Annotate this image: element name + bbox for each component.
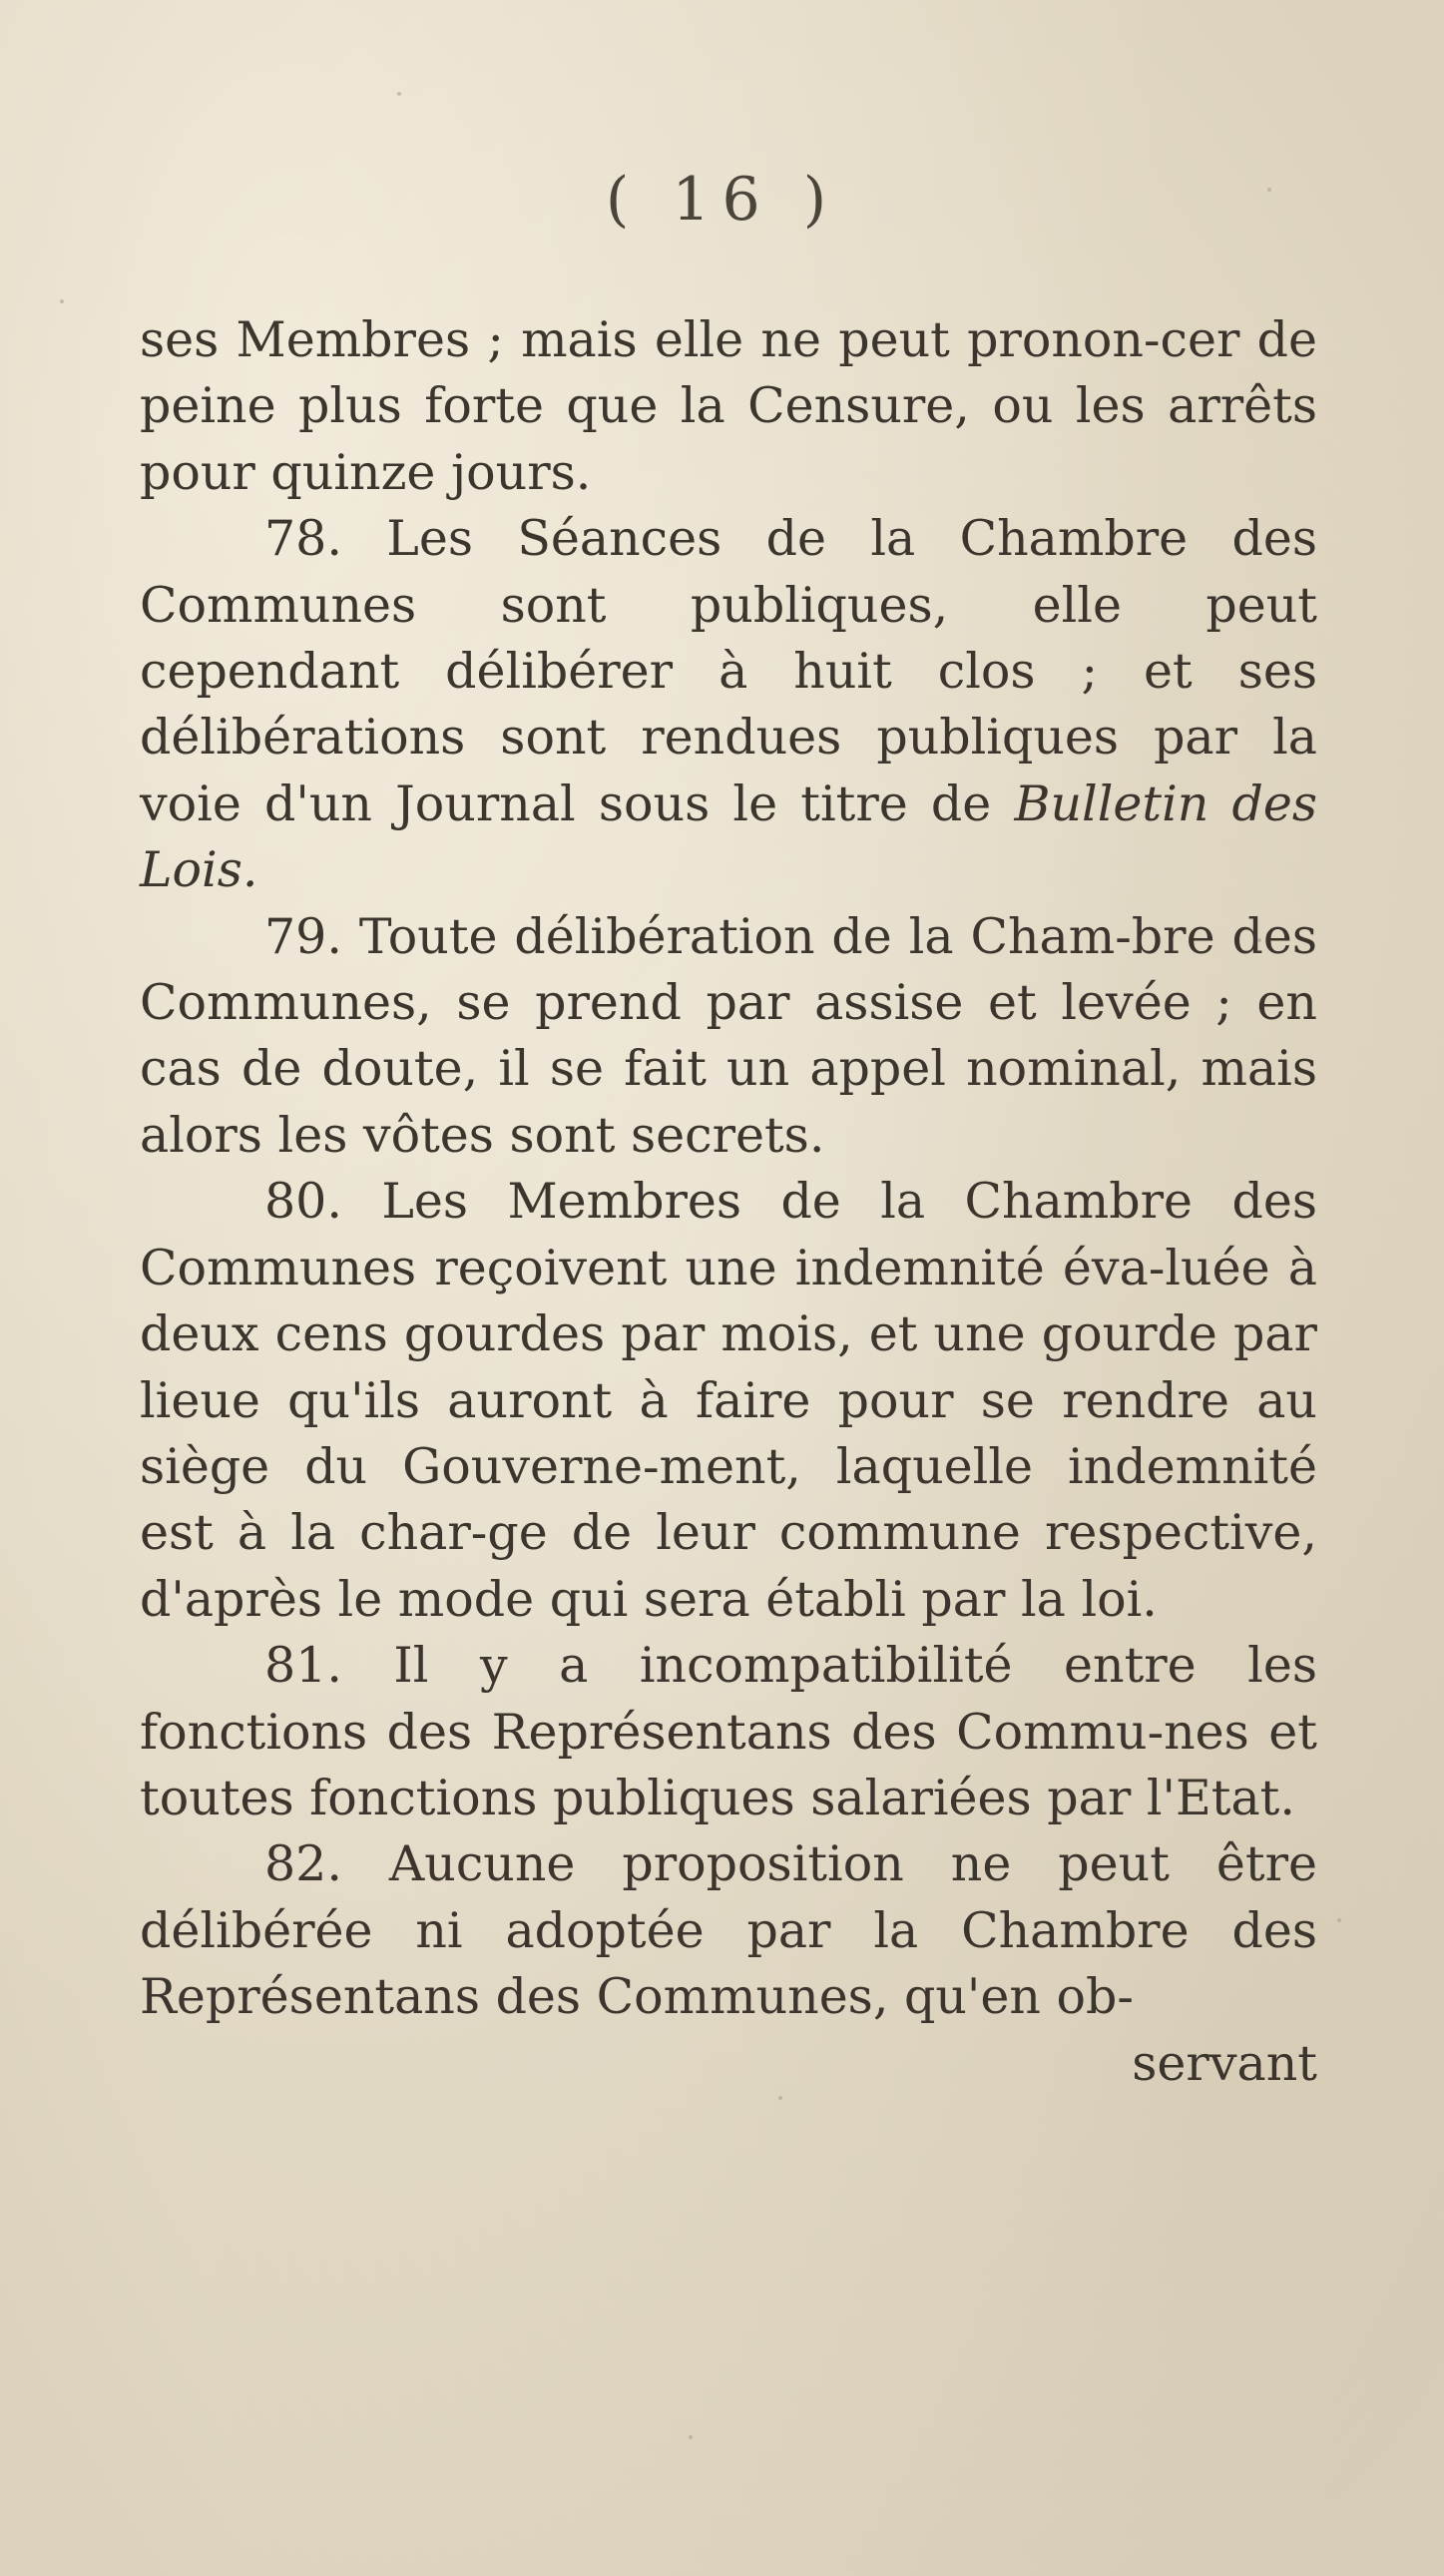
article-79: 79. Toute délibération de la Cham-bre des Communes, se prend par assise et levée ; en cas de doute, il se fait un appel nominal, mais alors les vôtes sont secrets. <box>140 907 1317 1164</box>
page-number: ( 16 ) <box>605 165 839 235</box>
article-82: 82. Aucune proposition ne peut être délibérée ni adoptée par la Chambre des Représentans des Communes, qu'en ob- <box>140 1835 1317 2026</box>
bulletin-title: Bulletin des Lois. <box>140 774 1317 899</box>
catchword: servant <box>1132 2034 1317 2092</box>
article-78 <box>140 506 1317 903</box>
article-81: 81. Il y a incompatibilité entre les fonctions des Représentans des Commu-nes et toutes fonctions publiques salariées par l'Etat. <box>140 1637 1317 1826</box>
paper-speck <box>397 92 401 96</box>
paper-speck <box>1337 1918 1341 1922</box>
body-text <box>140 307 1317 2097</box>
paper-speck <box>60 299 64 303</box>
article-78-text: 78. Les Séances de la Chambre des Communes sont publiques, elle peut cependant délibérer à huit clos ; et ses délibérations sont rendues publiques par la voie d'un Journal sous le titre de <box>140 510 1317 832</box>
paper-speck <box>689 2435 693 2439</box>
paragraph-continuation: ses Membres ; mais elle ne peut pronon-cer de peine plus forte que la Censure, ou les arrêts pour quinze jours. <box>140 311 1317 501</box>
article-80: 80. Les Membres de la Chambre des Communes reçoivent une indemnité éva-luée à deux cens gourdes par mois, et une gourde par lieue qu'ils auront à faire pour se rendre au siège du Gouverne-ment, laquelle indemnité est à la char-ge de leur commune respective, d'après le mode qui sera établi par la loi. <box>140 1173 1317 1628</box>
